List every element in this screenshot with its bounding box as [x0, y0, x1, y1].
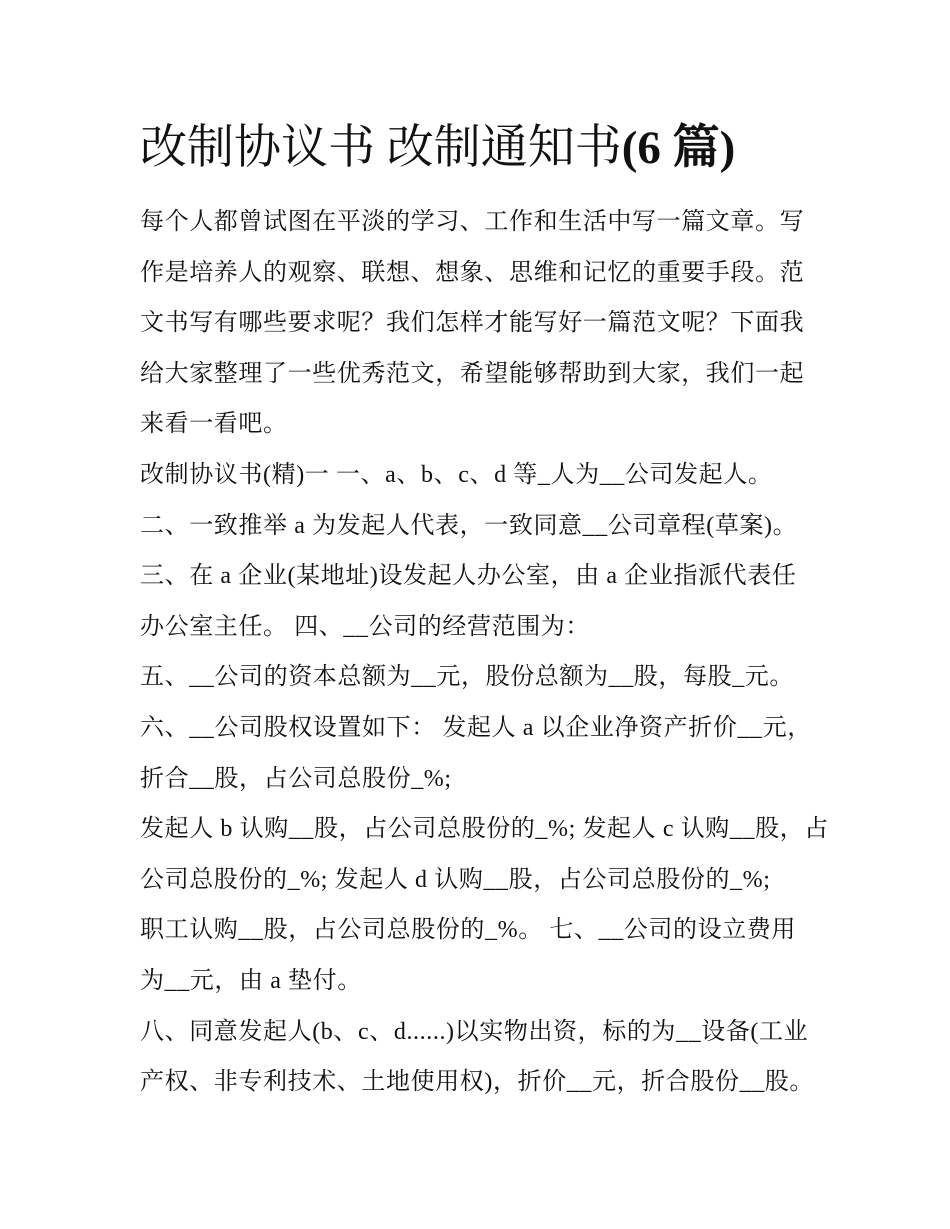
text-line: 三、在 a 企业(某地址)设发起人办公室，由 a 企业指派代表任: [140, 563, 797, 590]
text-line: 产权、非专利技术、土地使用权)，折价__元，折合股份__股。: [140, 1069, 814, 1096]
document-title: [140, 118, 840, 178]
text-line: 公司总股份的_%; 发起人 d 认购__股，占公司总股份的_%;: [140, 866, 771, 893]
text-line: 办公室主任。 四、__公司的经营范围为：: [140, 613, 590, 640]
text-line: 职工认购__股，占公司总股份的_%。 七、__公司的设立费用: [140, 917, 796, 944]
text-line: 八、同意发起人(b、c、d......)以实物出资，标的为__设备(工业: [140, 1018, 809, 1045]
text-line: 为__元，由 a 垫付。: [140, 967, 362, 994]
text-line: 发起人 b 认购__股，占公司总股份的_%; 发起人 c 认购__股，占: [140, 816, 829, 843]
title-suffix: (6 篇): [621, 122, 736, 174]
text-line: 折合__股，占公司总股份_%;: [140, 765, 452, 792]
text-line: 来看一看吧。: [140, 411, 288, 438]
text-line: 二、一致推举 a 为发起人代表，一致同意__公司章程(草案)。: [140, 512, 798, 539]
text-line: 作是培养人的观察、联想、想象、思维和记忆的重要手段。范: [140, 259, 805, 286]
text-line: 六、__公司股权设置如下： 发起人 a 以企业净资产折价__元，: [140, 714, 812, 741]
text-line: 每个人都曾试图在平淡的学习、工作和生活中写一篇文章。写: [140, 209, 805, 235]
text-line: 给大家整理了一些优秀范文，希望能够帮助到大家，我们一起: [140, 360, 805, 387]
text-line: 五、__公司的资本总额为__元，股份总额为__股，每股_元。: [140, 664, 794, 691]
text-line: 文书写有哪些要求呢？我们怎样才能写好一篇范文呢？下面我: [140, 310, 805, 337]
title-main: 改制协议书 改制通知书: [140, 122, 622, 174]
text-line: 改制协议书(精)一 一、a、b、c、d 等_人为__公司发起人。: [140, 461, 773, 488]
document-body: [140, 197, 830, 1108]
